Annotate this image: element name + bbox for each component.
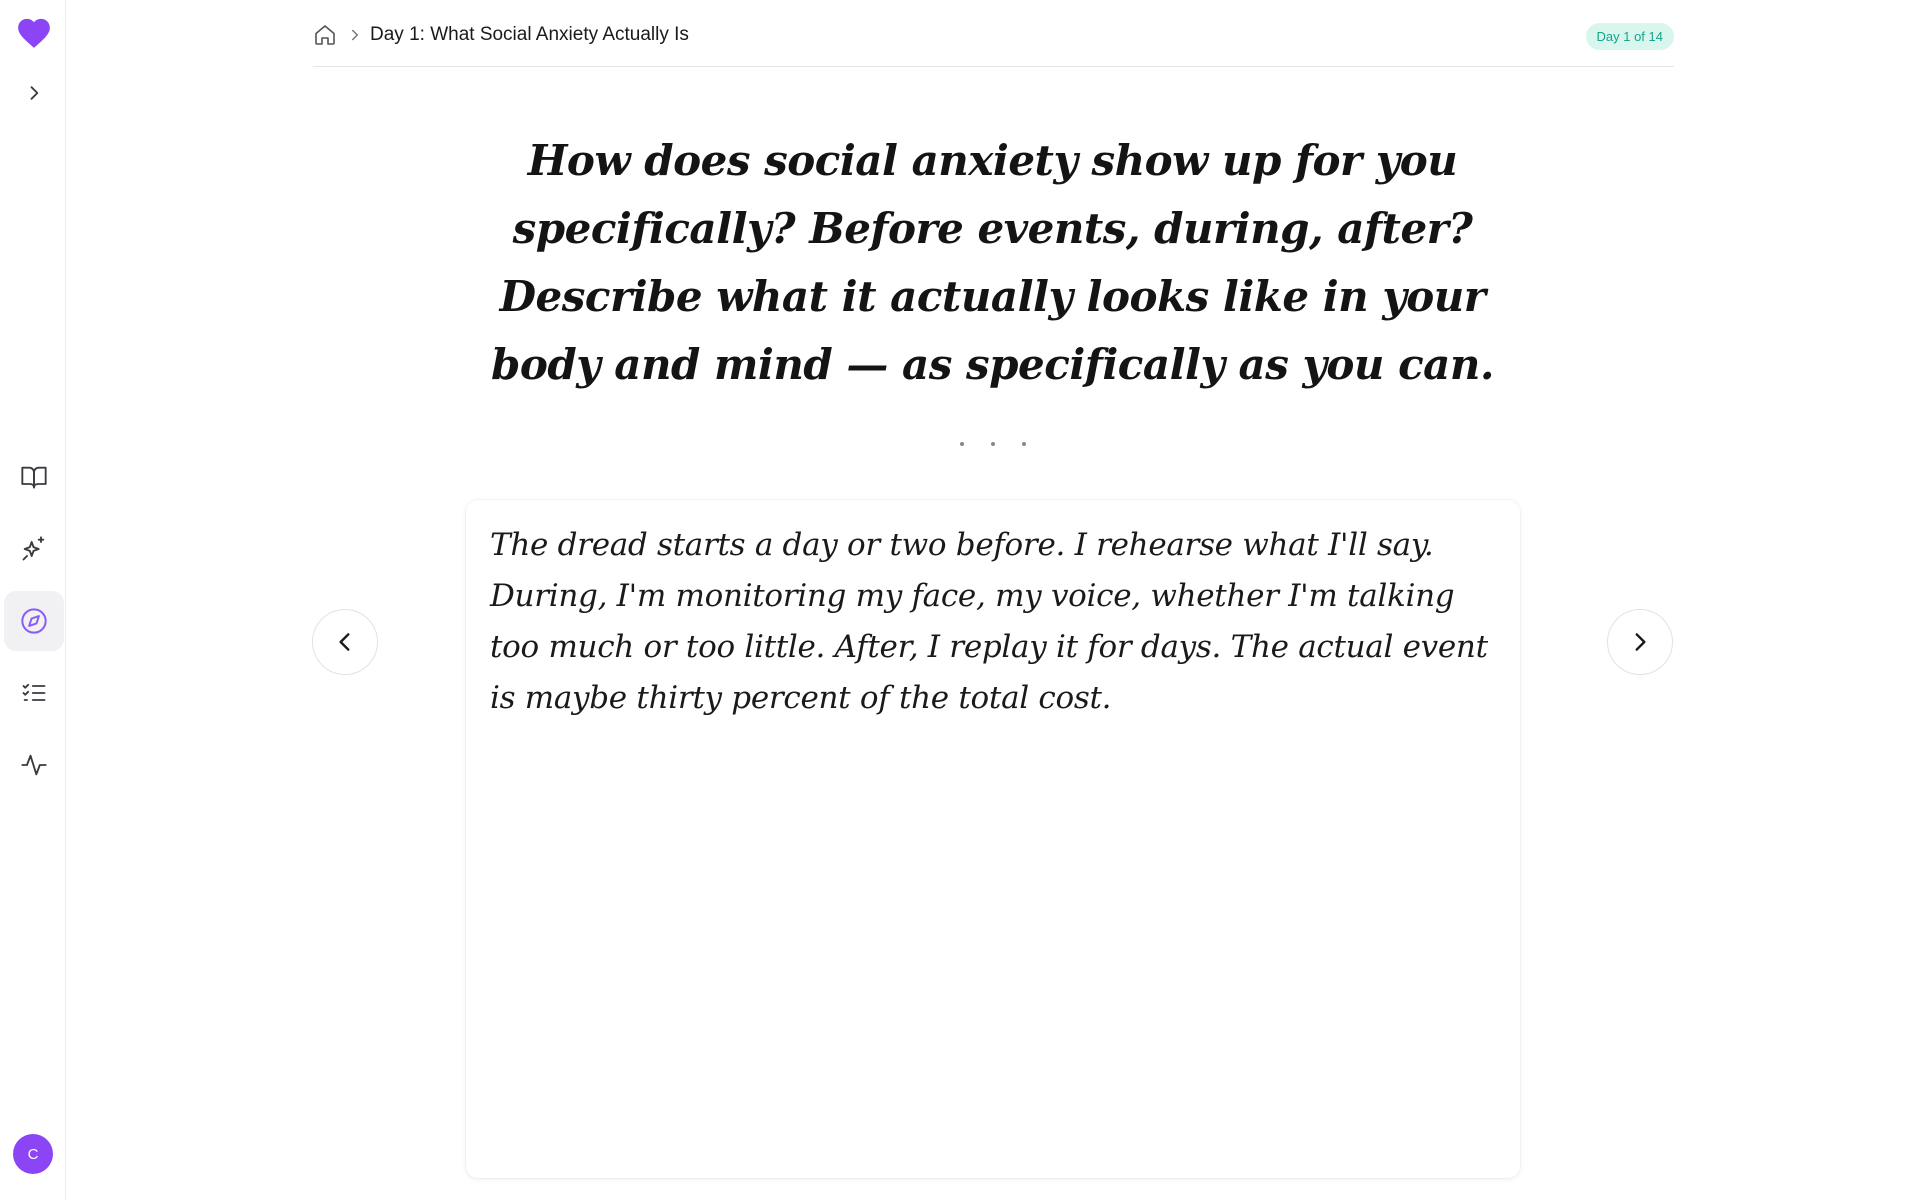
nav-ai-button[interactable] — [4, 519, 64, 579]
journal-prompt: How does social anxiety show up for you specifically? Before events, during, after? Describe what it actually looks like in your body and mind — as specifically as you can. — [490, 136, 1495, 389]
chevron-right-icon — [346, 26, 364, 44]
divider-dot — [1022, 442, 1026, 446]
heart-icon — [17, 17, 51, 49]
day-progress-badge: Day 1 of 14 — [1586, 23, 1675, 50]
activity-icon — [20, 751, 48, 779]
previous-button[interactable] — [312, 609, 378, 675]
divider-dot — [960, 442, 964, 446]
expand-sidebar-button[interactable] — [4, 63, 64, 123]
sidebar — [0, 0, 66, 1200]
home-icon — [313, 23, 337, 47]
compass-icon — [20, 607, 48, 635]
answer-text[interactable]: The dread starts a day or two before. I rehearse what I'll say. During, I'm monitoring my face, my voice, whether I'm talking too much or too little. After, I replay it for days. The actual event is maybe thirty percent of the total cost. — [490, 527, 1488, 716]
sparkles-icon — [20, 535, 48, 563]
checklist-icon — [20, 679, 48, 707]
chevron-right-icon — [1627, 629, 1653, 655]
chevron-left-icon — [332, 629, 358, 655]
app-logo[interactable] — [4, 3, 64, 63]
book-open-icon — [20, 463, 48, 491]
next-button[interactable] — [1607, 609, 1673, 675]
page-title: Day 1: What Social Anxiety Actually Is — [370, 24, 689, 45]
user-avatar[interactable]: C — [13, 1134, 53, 1174]
divider-dot — [991, 442, 995, 446]
breadcrumb-separator — [346, 26, 364, 44]
top-bar — [313, 0, 1674, 67]
nav-activity-button[interactable] — [4, 735, 64, 795]
nav-tasks-button[interactable] — [4, 663, 64, 723]
section-divider — [960, 434, 1026, 454]
nav-library-button[interactable] — [4, 447, 64, 507]
nav-explore-button[interactable] — [4, 591, 64, 651]
answer-editor[interactable] — [466, 500, 1520, 1178]
home-button[interactable] — [313, 23, 337, 47]
chevron-right-icon — [24, 83, 44, 103]
